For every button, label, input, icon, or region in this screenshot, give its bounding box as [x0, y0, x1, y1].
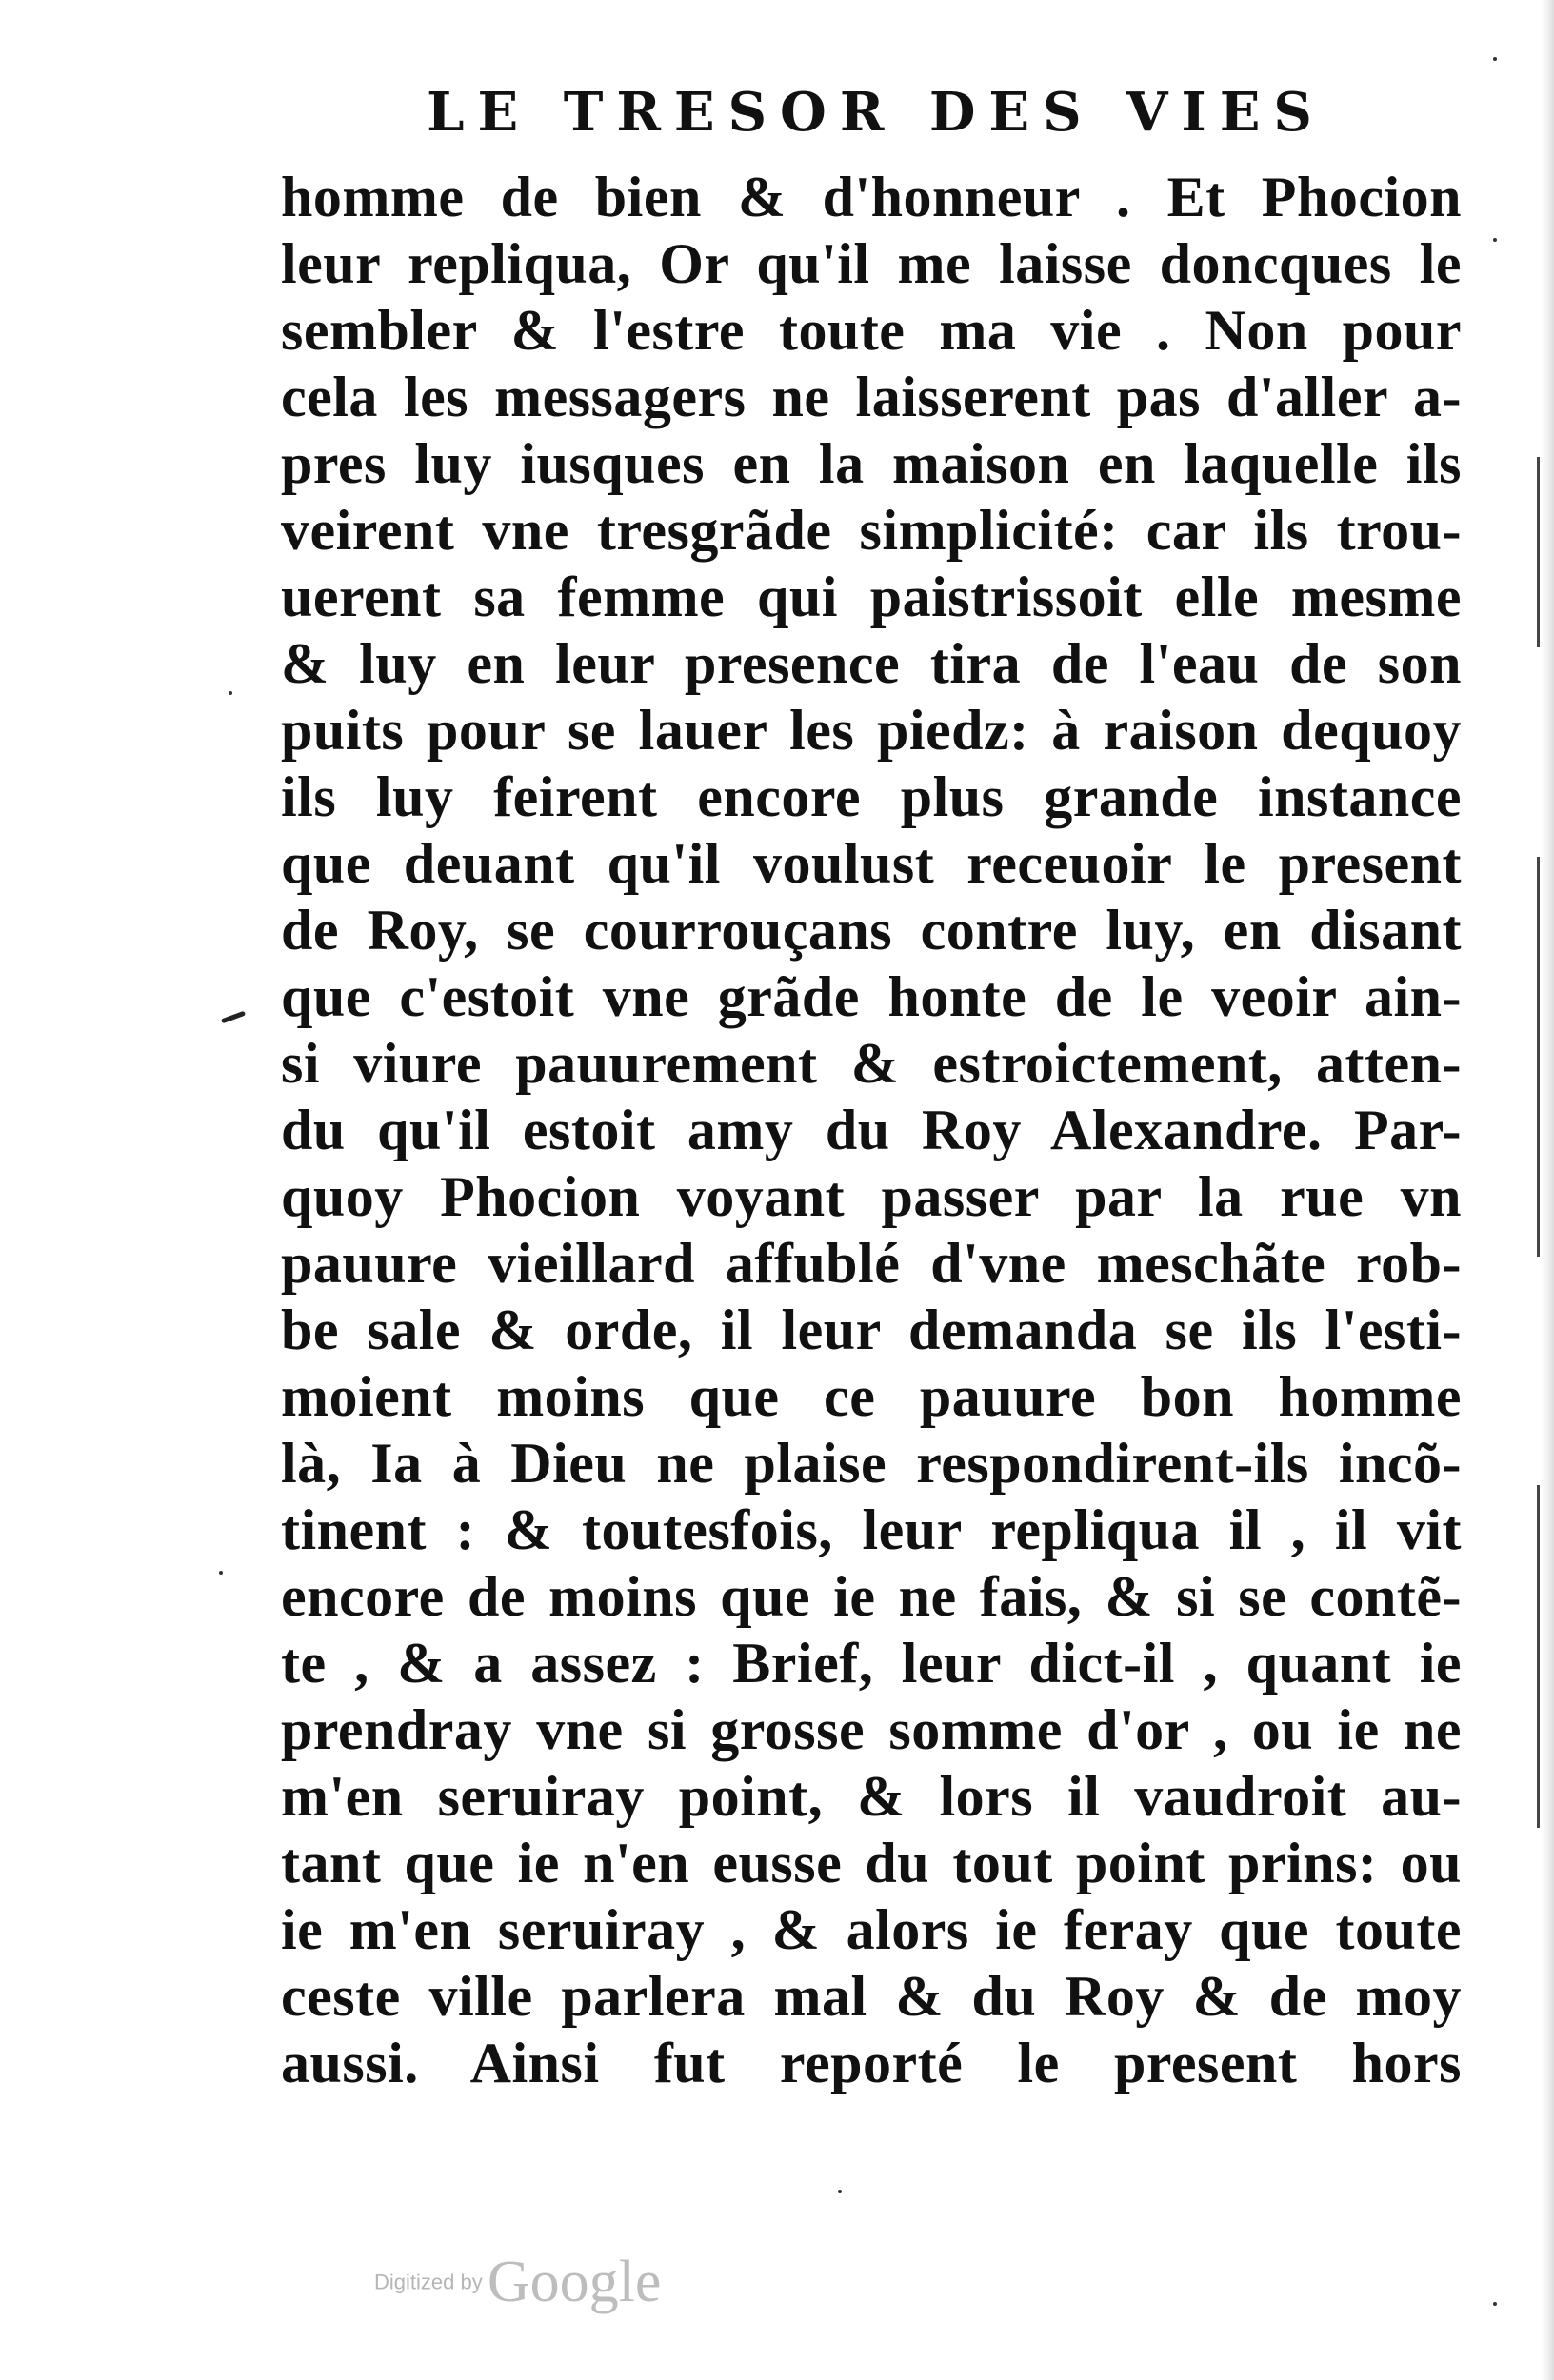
text-line: cela les messagers ne laisserent pas d'aller a-	[281, 366, 1462, 428]
digitized-by-google-watermark	[374, 2249, 661, 2316]
text-line: pres luy iusques en la maison en laquelle ils	[281, 432, 1462, 495]
text-line: encore de moins que ie ne fais, & si se contẽ-	[281, 1565, 1462, 1628]
page-edge-mark	[1537, 457, 1540, 647]
text-line: homme de bien & d'honneur . Et Phocion	[281, 166, 1462, 228]
text-line: & luy en leur presence tira de l'eau de son	[281, 632, 1462, 695]
running-head: LE TRESOR DES VIES	[427, 81, 1325, 144]
text-line: veirent vne tresgrãde simplicité: car ils trou-	[281, 499, 1462, 562]
page-edge-mark	[1537, 857, 1540, 1257]
text-line: m'en seruiray point, & lors il vaudroit au-	[281, 1765, 1462, 1828]
text-line: pauure vieillard affublé d'vne meschãte rob-	[281, 1232, 1462, 1295]
text-line: moient moins que ce pauure bon homme	[281, 1365, 1462, 1428]
ink-speck	[1493, 2302, 1497, 2306]
text-line: ils luy feirent encore plus grande instance	[281, 765, 1462, 828]
text-line: puits pour se lauer les piedz: à raison dequoy	[281, 699, 1462, 762]
text-line: leur repliqua, Or qu'il me laisse doncques le	[281, 232, 1462, 295]
page-edge-mark	[1537, 1485, 1540, 1828]
ink-speck	[229, 691, 232, 695]
text-line: ceste ville parlera mal & du Roy & de moy	[281, 1965, 1462, 2028]
text-line: que c'estoit vne grãde honte de le veoir ain-	[281, 965, 1462, 1028]
text-line: be sale & orde, il leur demanda se ils l'esti-	[281, 1299, 1462, 1361]
margin-mark	[221, 1011, 246, 1024]
text-line: que deuant qu'il voulust receuoir le present	[281, 832, 1462, 895]
ink-speck	[219, 1571, 223, 1575]
text-line: si viure pauurement & estroictement, atten-	[281, 1032, 1462, 1095]
ink-speck	[838, 2190, 842, 2193]
text-line: sembler & l'estre toute ma vie . Non pour	[281, 299, 1462, 362]
body-text	[281, 164, 1462, 2096]
google-logo: Google	[487, 2250, 662, 2314]
text-line: du qu'il estoit amy du Roy Alexandre. Par-	[281, 1099, 1462, 1161]
text-line: uerent sa femme qui paistrissoit elle mesme	[281, 565, 1462, 628]
text-line: de Roy, se courrouçans contre luy, en disant	[281, 899, 1462, 962]
text-line: quoy Phocion voyant passer par la rue vn	[281, 1165, 1462, 1228]
text-line: te , & a assez : Brief, leur dict-il , quant ie	[281, 1632, 1462, 1695]
text-line: tinent : & toutesfois, leur repliqua il , il vit	[281, 1498, 1462, 1561]
page-edge	[1541, 0, 1554, 2380]
text-line: prendray vne si grosse somme d'or , ou ie ne	[281, 1698, 1462, 1761]
text-line: tant que ie n'en eusse du tout point prins: ou	[281, 1832, 1462, 1894]
watermark-prefix: Digitized by	[374, 2270, 483, 2294]
text-line: là, Ia à Dieu ne plaise respondirent-ils incõ-	[281, 1432, 1462, 1495]
ink-speck	[1493, 238, 1497, 242]
text-line: ie m'en seruiray , & alors ie feray que toute	[281, 1898, 1462, 1961]
ink-speck	[1493, 57, 1497, 61]
text-line: aussi. Ainsi fut reporté le present hors	[281, 2032, 1462, 2094]
